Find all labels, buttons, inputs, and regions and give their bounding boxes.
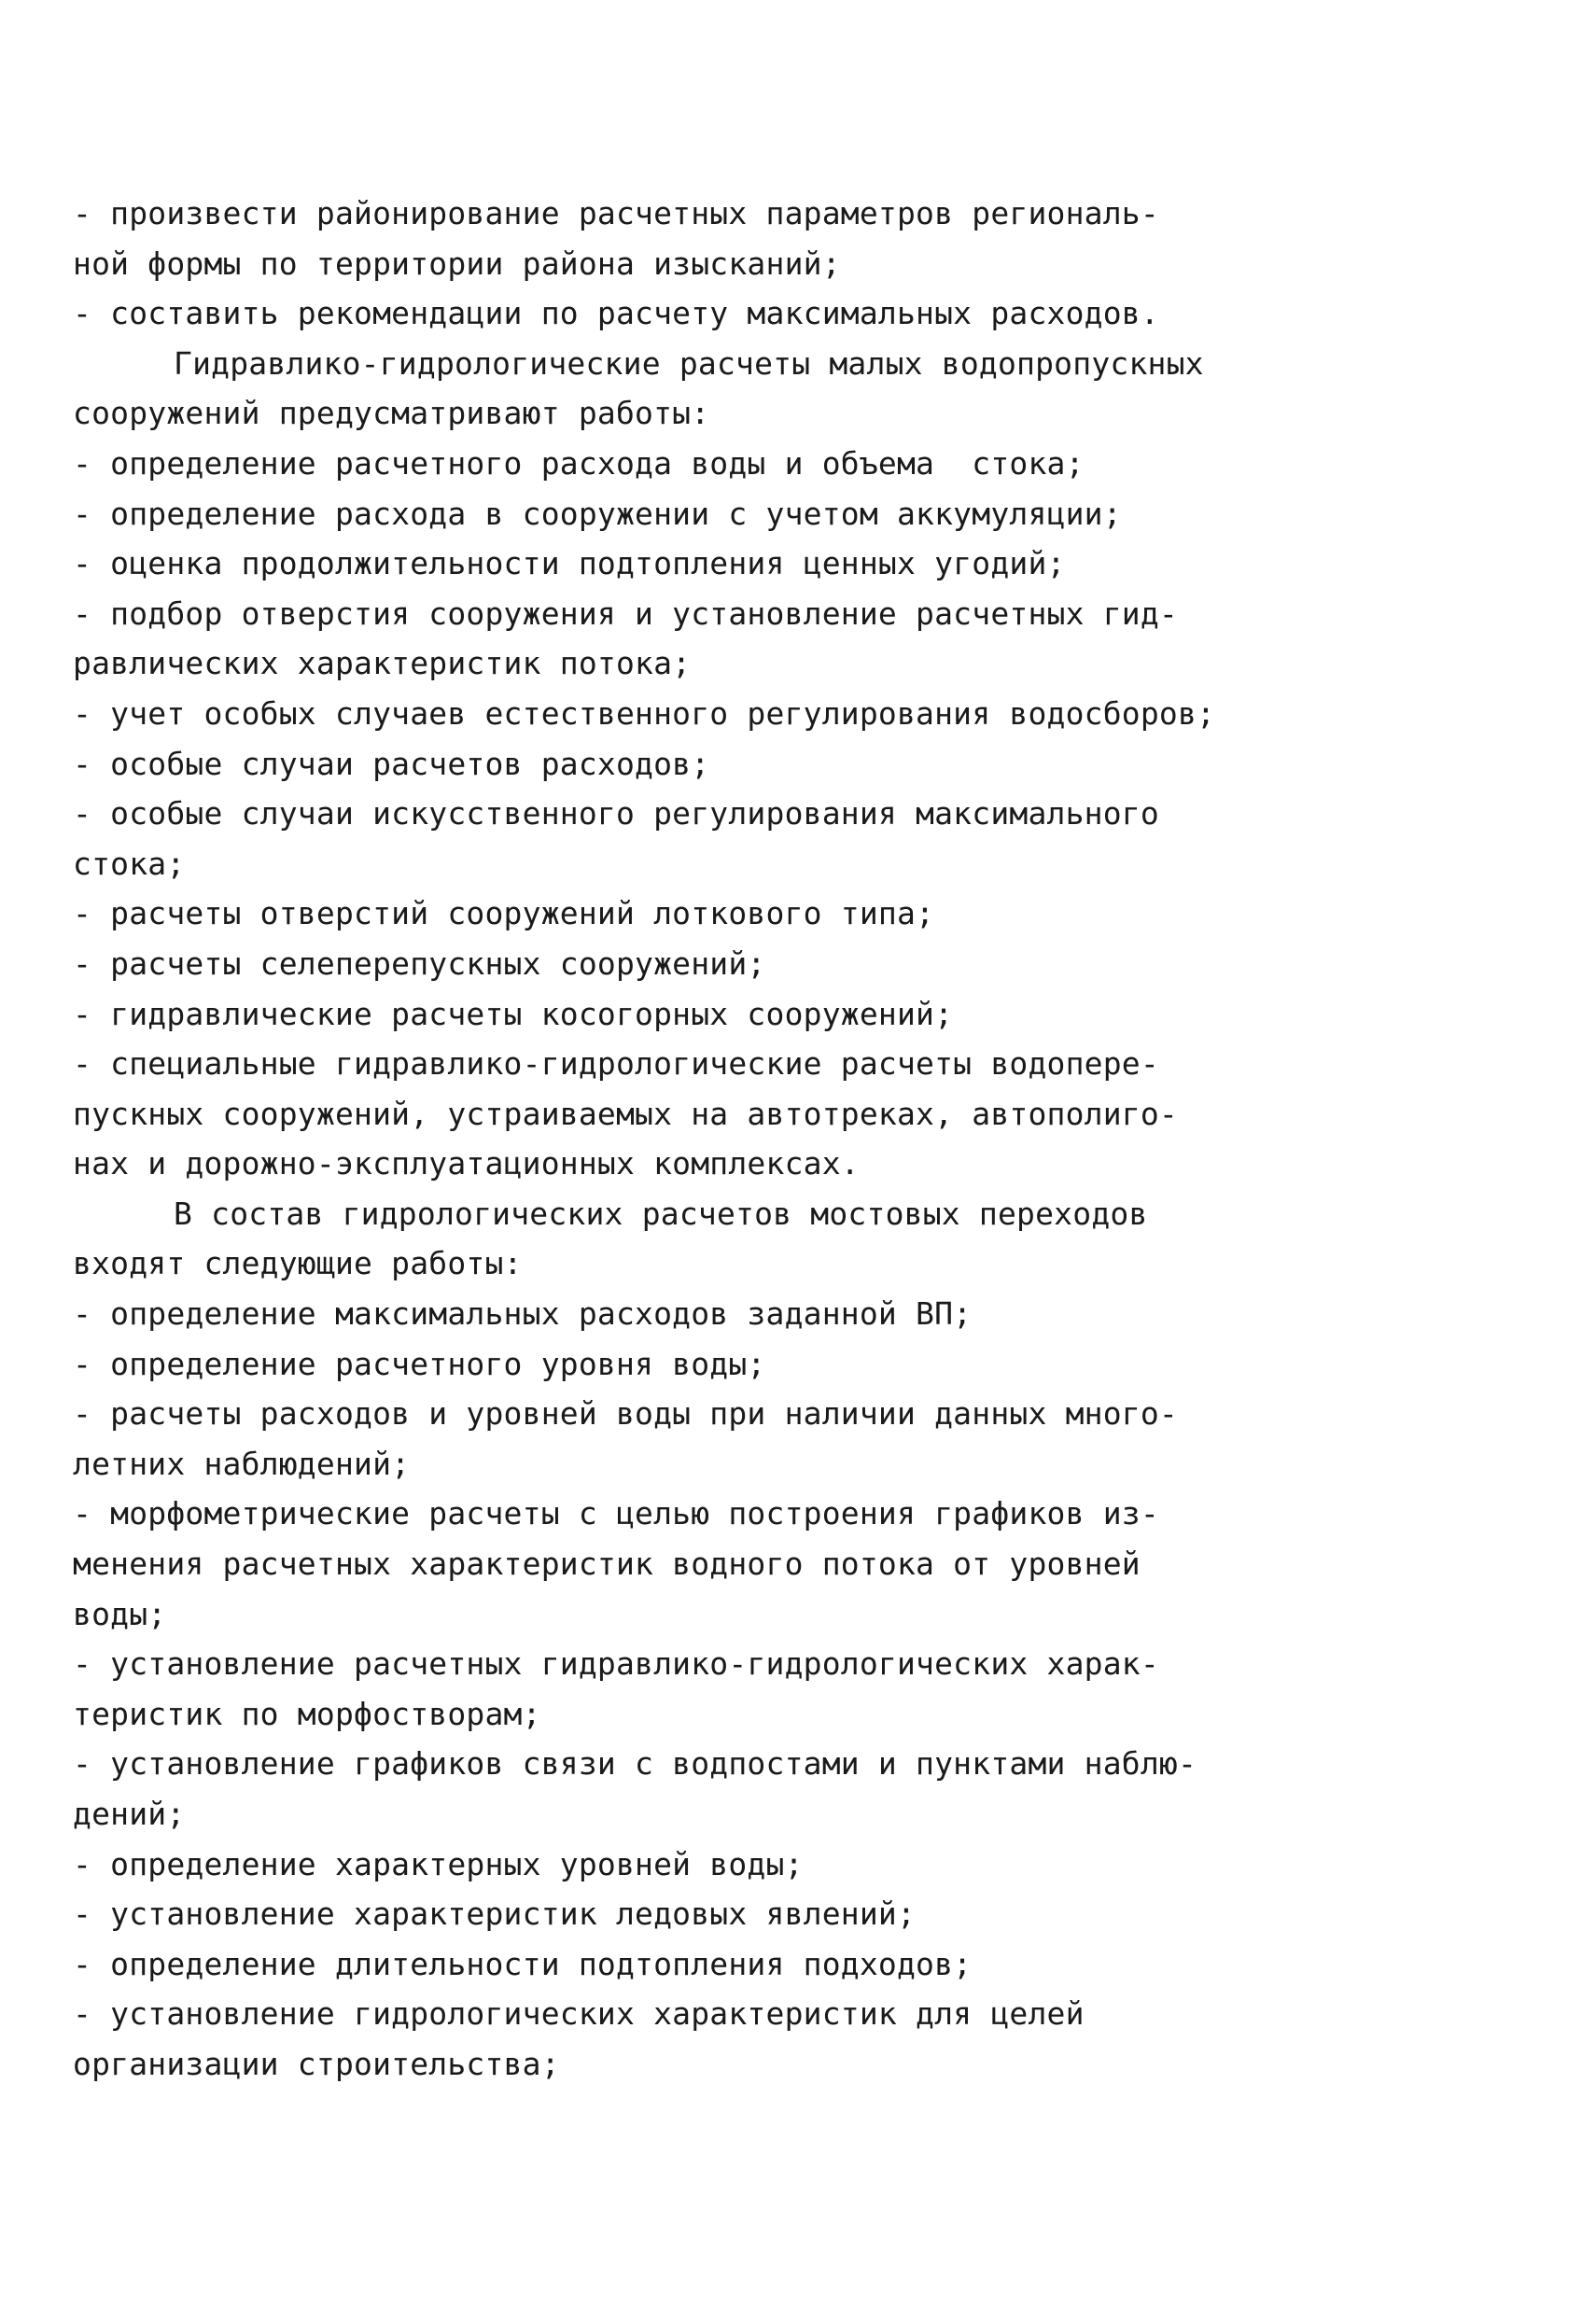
text-line: летних наблюдений; xyxy=(73,1445,411,1482)
text-line: - учет особых случаев естественного регулирования водосборов; xyxy=(73,694,1216,732)
text-line: - специальные гидравлико-гидрологические расчеты водопере- xyxy=(73,1045,1159,1083)
text-line: ной формы по территории района изысканий; xyxy=(73,245,841,282)
text-line: входят следующие работы: xyxy=(73,1245,523,1282)
text-line: - оценка продолжительности подтопления ценных угодий; xyxy=(73,545,1066,582)
text-line: менения расчетных характеристик водного потока от уровней xyxy=(73,1546,1141,1583)
text-line: - определение длительности подтопления подходов; xyxy=(73,1945,973,1982)
text-line: пускных сооружений, устраиваемых на автотреках, автополиго- xyxy=(73,1095,1178,1132)
text-line: равлических характеристик потока; xyxy=(73,645,692,682)
text-line: - составить рекомендации по расчету максимальных расходов. xyxy=(73,295,1159,332)
text-line: дений; xyxy=(73,1796,186,1832)
text-line: - особые случаи расчетов расходов; xyxy=(73,745,710,782)
text-line: - установление характеристик ледовых явлений; xyxy=(73,1895,917,1933)
text-line: стока; xyxy=(73,845,186,882)
text-line: воды; xyxy=(73,1595,167,1632)
text-line: - определение расчетного уровня воды; xyxy=(73,1345,766,1382)
text-line: - гидравлические расчеты косогорных сооружений; xyxy=(73,995,954,1032)
text-line: организации строительства; xyxy=(73,2045,560,2082)
text-line: - установление расчетных гидравлико-гидрологических харак- xyxy=(73,1645,1159,1683)
text-line: нах и дорожно-эксплуатационных комплексах. xyxy=(73,1145,860,1182)
text-line: - установление гидрологических характеристик для целей xyxy=(73,1995,1085,2033)
paragraph-first-line: Гидравлико-гидрологические расчеты малых водопропускных xyxy=(174,344,1204,382)
text-line: - определение расчетного расхода воды и объема стока; xyxy=(73,444,1085,482)
text-line: - подбор отверстия сооружения и установление расчетных гид- xyxy=(73,594,1178,632)
text-line: - морфометрические расчеты с целью построения графиков из- xyxy=(73,1495,1159,1532)
text-line: - произвести районирование расчетных параметров региональ- xyxy=(73,195,1159,231)
text-line: - расчеты селеперепускных сооружений; xyxy=(73,944,766,982)
text-line: - определение максимальных расходов заданной ВП; xyxy=(73,1295,973,1333)
text-line: - расчеты расходов и уровней воды при наличии данных много- xyxy=(73,1395,1178,1433)
text-line: сооружений предусматривают работы: xyxy=(73,395,710,432)
text-line: - определение расхода в сооружении с учетом аккумуляции; xyxy=(73,495,1122,532)
paragraph-first-line: В состав гидрологических расчетов мостовых переходов xyxy=(174,1195,1148,1232)
text-line: теристик по морфостворам; xyxy=(73,1695,541,1732)
text-line: - особые случаи искусственного регулирования максимального xyxy=(73,795,1159,832)
document-body-text xyxy=(73,189,1398,2090)
text-line: - определение характерных уровней воды; xyxy=(73,1845,804,1882)
text-line: - установление графиков связи с водпостами и пунктами наблю- xyxy=(73,1745,1197,1783)
text-line: - расчеты отверстий сооружений лоткового типа; xyxy=(73,895,935,932)
